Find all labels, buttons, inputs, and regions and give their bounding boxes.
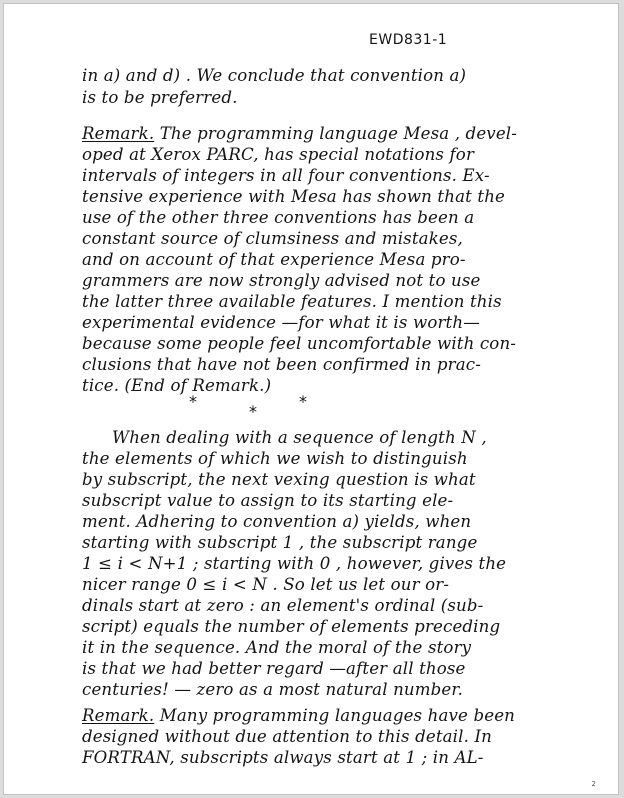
remark-line [82,124,517,143]
text-line: tensive experience with Mesa has shown that the [82,187,506,206]
text-line: centuries! — zero as a most natural number. [82,680,464,699]
text-line: grammers are now strongly advised not to use [82,271,481,290]
text-line: starting with subscript 1 , the subscript range [82,533,478,552]
text-line: the elements of which we wish to distinguish [82,449,468,468]
page-number: 2 [591,780,596,788]
text-line: intervals of integers in all four conventions. Ex- [82,166,490,185]
text-line: oped at Xerox PARC, has special notations for [82,145,475,164]
remark-label: Remark. [82,706,155,725]
text-line: in a) and d) . We conclude that convention a) [82,66,467,85]
separator-star: * [189,392,197,411]
text-line: is to be preferred. [82,88,238,107]
manuscript-page [3,3,619,795]
text-line: the latter three available features. I mention this [82,292,502,311]
text-line: nicer range 0 ≤ i < N . So let us let our or- [82,575,450,594]
separator-star: * [249,402,257,421]
text-line: it in the sequence. And the moral of the story [82,638,472,657]
text-line: is that we had better regard —after all those [82,659,466,678]
section-separator [4,390,620,420]
text-line: clusions that have not been confirmed in prac- [82,355,481,374]
text-line: use of the other three conventions has been a [82,208,475,227]
remark-line [82,706,515,725]
text-line: When dealing with a sequence of length N , [112,428,487,447]
text-line: The programming language Mesa , devel- [159,124,518,143]
text-line: by subscript, the next vexing question is what [82,470,476,489]
text-line: FORTRAN, subscripts always start at 1 ; in AL- [82,748,484,767]
text-line: ment. Adhering to convention a) yields, when [82,512,472,531]
text-line: script) equals the number of elements preceding [82,617,501,636]
text-line: tice. (End of Remark.) [82,376,272,395]
text-line: designed without due attention to this detail. In [82,727,492,746]
document-reference: EWD831-1 [369,32,448,48]
text-line: experimental evidence —for what it is worth— [82,313,480,332]
separator-star: * [299,392,307,411]
text-line: constant source of clumsiness and mistakes, [82,229,463,248]
remark-label: Remark. [82,124,155,143]
text-line: subscript value to assign to its starting ele- [82,491,454,510]
text-line: 1 ≤ i < N+1 ; starting with 0 , however, gives the [82,554,507,573]
text-line: and on account of that experience Mesa pro- [82,250,466,269]
text-line: dinals start at zero : an element's ordinal (sub- [82,596,484,615]
text-line: because some people feel uncomfortable with con- [82,334,517,353]
text-line: Many programming languages have been [159,706,515,725]
